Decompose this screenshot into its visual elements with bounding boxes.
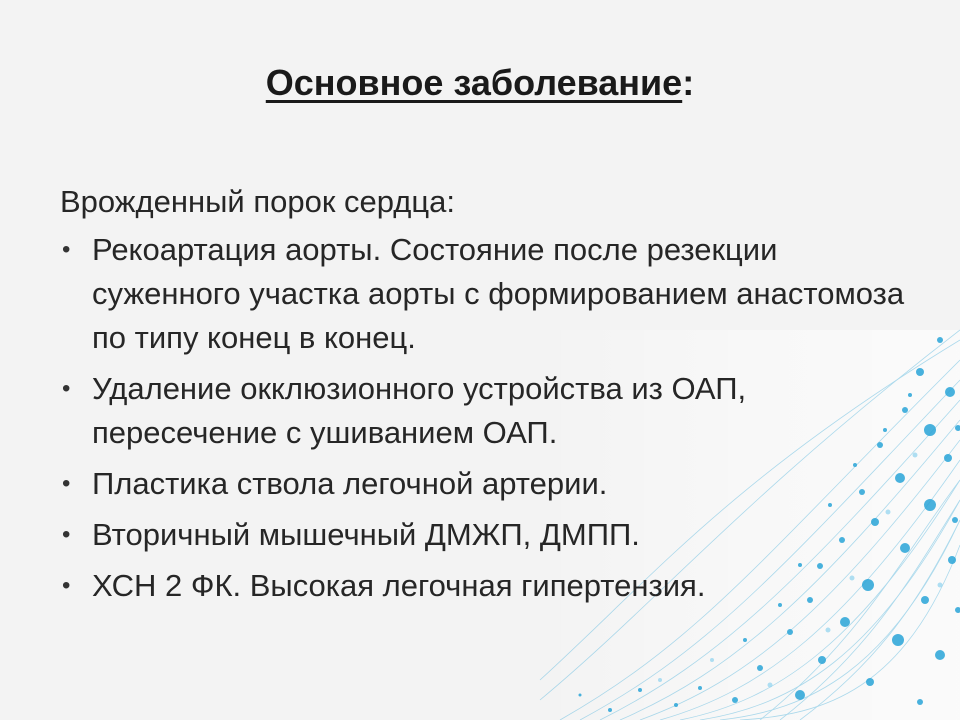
title-text: Основное заболевание (265, 62, 683, 103)
list-item (60, 228, 920, 360)
bullet-icon: • (62, 521, 71, 548)
intro-text: Врожденный порок сердца: (60, 184, 455, 219)
bullet-icon: • (62, 572, 71, 599)
list-item-text: Пластика ствола легочной артерии. (92, 466, 608, 501)
list-item-text: ХСН 2 ФК. Высокая легочная гипертензия. (92, 568, 706, 603)
list-item-text: Вторичный мышечный ДМЖП, ДМПП. (92, 517, 640, 552)
list-item-text: Удаление окклюзионного устройства из ОАП, пересечение с ушиванием ОАП. (92, 371, 747, 450)
bullet-icon: • (62, 375, 71, 402)
list-item (60, 462, 920, 506)
bullet-list (60, 228, 920, 608)
list-item (60, 513, 920, 557)
content-body (60, 180, 920, 615)
title-colon: : (682, 62, 695, 103)
bullet-icon: • (62, 470, 71, 497)
list-item (60, 564, 920, 608)
page-title (0, 62, 960, 104)
list-item (60, 367, 920, 455)
bullet-icon: • (62, 236, 71, 263)
list-item-text: Рекоартация аорты. Состояние после резекции суженного участка аорты с формированием анастомоза по типу конец в конец. (92, 232, 905, 355)
